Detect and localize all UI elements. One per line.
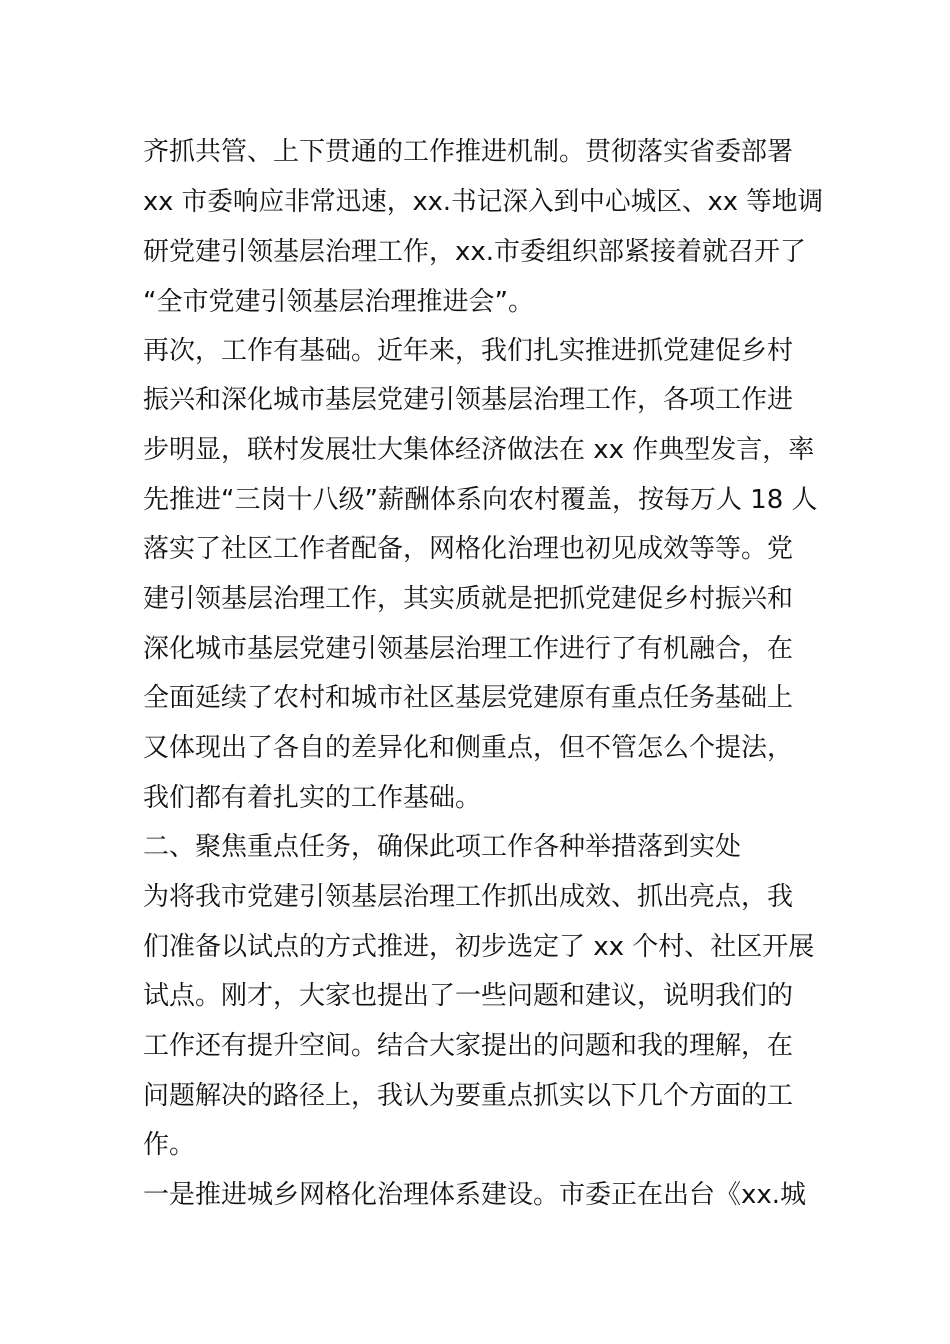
section-heading: 二、聚焦重点任务，确保此项工作各种举措落到实处	[143, 832, 742, 862]
text-line: 工作还有提升空间。结合大家提出的问题和我的理解，在	[143, 1031, 794, 1061]
text-line: 又体现出了各自的差异化和侧重点，但不管怎么个提法，	[143, 733, 794, 763]
text-line: 振兴和深化城市基层党建引领基层治理工作，各项工作进	[143, 385, 794, 415]
text-line: 齐抓共管、上下贯通的工作推进机制。贯彻落实省委部署	[143, 137, 794, 167]
text-line: 深化城市基层党建引领基层治理工作进行了有机融合，在	[143, 634, 794, 664]
text-line: 试点。刚才，大家也提出了一些问题和建议，说明我们的	[143, 981, 794, 1011]
text-line: 我们都有着扎实的工作基础。	[143, 783, 482, 813]
text-line: 问题解决的路径上，我认为要重点抓实以下几个方面的工	[143, 1081, 794, 1111]
text-line: 作。	[143, 1130, 196, 1160]
text-line: 落实了社区工作者配备，网格化治理也初见成效等等。党	[143, 534, 794, 564]
text-line: 一是推进城乡网格化治理体系建设。市委正在出台《xx.城	[143, 1180, 807, 1210]
text-line: 先推进“三岗十八级”薪酬体系向农村覆盖，按每万人 18 人	[143, 485, 818, 515]
text-line: “全市党建引领基层治理推进会”。	[143, 287, 534, 317]
text-line: 步明显，联村发展壮大集体经济做法在 xx 作典型发言，率	[143, 435, 815, 465]
text-line: 研党建引领基层治理工作，xx.市委组织部紧接着就召开了	[143, 237, 807, 267]
text-line: 全面延续了农村和城市社区基层党建原有重点任务基础上	[143, 683, 794, 713]
text-line: 再次，工作有基础。近年来，我们扎实推进抓党建促乡村	[143, 336, 794, 366]
text-line: xx 市委响应非常迅速，xx.书记深入到中心城区、xx 等地调	[143, 187, 824, 217]
text-line: 们准备以试点的方式推进，初步选定了 xx 个村、社区开展	[143, 932, 815, 962]
text-line: 为将我市党建引领基层治理工作抓出成效、抓出亮点，我	[143, 882, 794, 912]
text-line: 建引领基层治理工作，其实质就是把抓党建促乡村振兴和	[143, 584, 794, 614]
